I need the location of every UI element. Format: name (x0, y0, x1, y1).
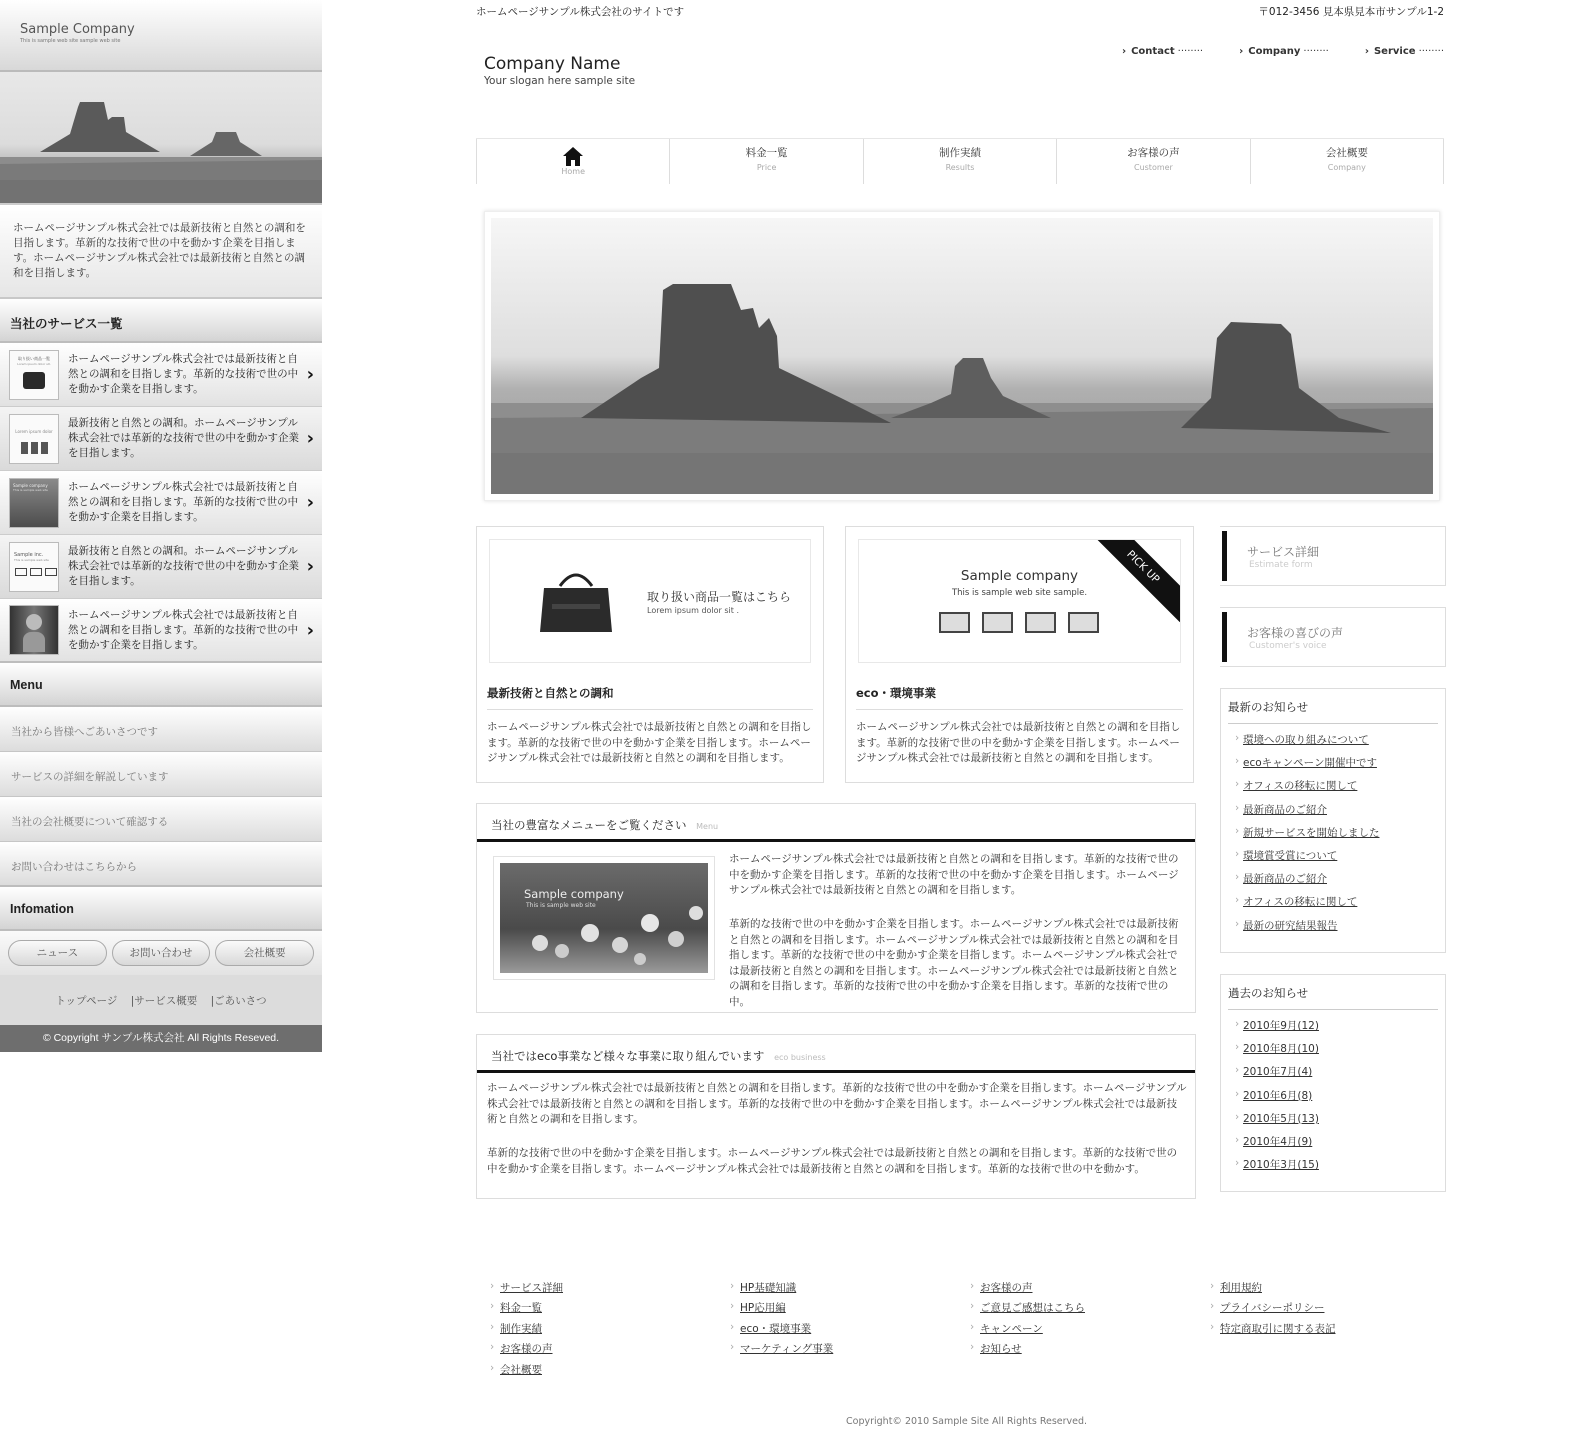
archive-item (1228, 1064, 1438, 1087)
service-detail-button-label: サービス詳細 (1247, 545, 1320, 559)
nav-results-jp: 制作実績 (939, 147, 982, 159)
service-thumb-title: 取り扱い商品一覧 (18, 355, 50, 361)
monitor-icon (1025, 612, 1056, 633)
sidebar-landscape-image (0, 72, 322, 205)
footer-links (490, 1280, 1450, 1382)
chevron-right-icon: › (306, 428, 314, 449)
news-item (1228, 871, 1438, 894)
sidebar-logo[interactable] (0, 0, 322, 72)
brand[interactable] (484, 54, 635, 87)
footer-link[interactable]: 会社概要 (500, 1363, 542, 1376)
services-heading: 当社のサービス一覧 (0, 299, 322, 343)
home-icon (477, 145, 669, 167)
footer-item (1210, 1321, 1450, 1341)
sidebar-menu-greeting[interactable]: 当社から皆様へごあいさつです (0, 707, 322, 752)
pickup-banner-sub: This is sample web site sample. (951, 588, 1088, 598)
archive-item (1228, 1041, 1438, 1064)
feature-text: ホームページサンプル株式会社では最新技術と自然との調和を目指します。革新的な技術で世の中を動かす企業を目指します。ホームページサンプル株式会社では最新技術と自然との調和を目指します。 (487, 721, 812, 764)
footer-column-4 (1210, 1280, 1450, 1382)
footer-link[interactable]: 制作実績 (500, 1322, 542, 1335)
address: 〒012-3456 見本県見本市サンプル1-2 (1258, 6, 1444, 18)
pickup-banner-title: Sample company (960, 568, 1079, 584)
company-name: Company Name (484, 54, 621, 74)
site-tagline: ホームページサンプル株式会社のサイトです (476, 6, 685, 18)
nav-company[interactable] (1250, 139, 1444, 184)
nav-results[interactable] (863, 139, 1056, 184)
menu-image-title: Sample company (524, 887, 624, 901)
nav-price-jp: 料金一覧 (745, 147, 788, 159)
footer-link[interactable]: キャンペーン (980, 1322, 1043, 1335)
news-item (1228, 755, 1438, 778)
sidebar-logo-sub: This is sample web site sample web site (20, 38, 121, 44)
footer-item (970, 1280, 1210, 1300)
top-links (1122, 46, 1444, 57)
contact-button[interactable]: お問い合わせ (112, 940, 211, 966)
chevron-right-icon: › (306, 492, 314, 513)
eco-section (476, 1034, 1196, 1199)
top-link-service[interactable]: › Service ········ (1365, 46, 1444, 57)
archive-link[interactable]: 2010年5月(13) (1243, 1112, 1319, 1125)
pickup-ribbon-label: PICK UP (1124, 548, 1162, 586)
eco-section-header (477, 1035, 1195, 1073)
news-item (1228, 918, 1438, 941)
service-item[interactable] (0, 343, 322, 407)
customer-voice-button[interactable] (1220, 607, 1446, 667)
global-nav (476, 138, 1444, 184)
news-item (1228, 802, 1438, 825)
news-item (1228, 732, 1438, 755)
link-service-overview[interactable]: |サービス概要 (130, 995, 198, 1007)
menu-section-text-2: 革新的な技術で世の中を動かす企業を目指します。ホームページサンプル株式会社では最新技術と自然との調和を目指します。ホームページサンプル株式会社では最新技術と自然との調和を目指します。革新的な技術で世の中を動かす企業を目指します。ホームページサンプル株式会社では最新技術と自然との調和を目指します。ホームページサンプル株式会社では最新技術と自然との調和を目指します。革新的な技術で世の中を動かす企業を目指します。革新的な技術で世の中。 (729, 918, 1179, 1008)
footer-item (490, 1280, 730, 1300)
archive-item (1228, 1134, 1438, 1157)
service-thumbnail-person (9, 605, 59, 655)
pickup-banner[interactable] (858, 539, 1181, 663)
news-item (1228, 848, 1438, 871)
company-button[interactable]: 会社概要 (215, 940, 314, 966)
feature-box-eco (845, 526, 1194, 783)
service-text: 最新技術と自然との調和。ホームページサンプル株式会社では革新的な技術で世の中を動かす企業を目指します。 (68, 545, 299, 587)
service-thumbnail-bag (9, 350, 59, 400)
products-banner-title: 取り扱い商品一覧はこちら (647, 590, 792, 604)
archive-box (1220, 974, 1446, 1192)
nav-company-jp: 会社概要 (1325, 147, 1368, 159)
service-thumbnail-flowers (9, 478, 59, 528)
menu-heading: Menu (0, 663, 322, 707)
products-banner[interactable] (489, 539, 811, 663)
menu-section-title: 当社の豊富なメニューをご覧ください (491, 818, 687, 832)
footer-item (490, 1300, 730, 1320)
footer-item (970, 1341, 1210, 1361)
footer-column-1 (490, 1280, 730, 1382)
footer-item (730, 1280, 970, 1300)
feature-title: 最新技術と自然との調和 (487, 685, 813, 710)
service-thumb-sub: This is sample web site (14, 557, 49, 562)
archive-link[interactable]: 2010年6月(8) (1243, 1089, 1313, 1102)
feature-box-products (476, 526, 824, 783)
monitor-icon (1068, 612, 1099, 633)
service-thumb-sub: Lorem ipsum dolor (15, 428, 53, 434)
eco-section-title-en: eco business (774, 1053, 826, 1062)
slogan: Your slogan here sample site (484, 75, 636, 87)
menu-section-image (493, 856, 715, 980)
service-thumbnail-products (9, 414, 59, 464)
news-link[interactable]: ecoキャンペーン開催中です (1243, 757, 1377, 770)
service-item[interactable] (0, 407, 322, 471)
news-link[interactable]: 環境賞受賞について (1243, 849, 1338, 862)
archive-list (1228, 1018, 1438, 1180)
feature-text: ホームページサンプル株式会社では最新技術と自然との調和を目指します。革新的な技術で世の中を動かす企業を目指します。ホームページサンプル株式会社では最新技術と自然との調和を目指します。 (856, 721, 1181, 764)
sidebar-menu-company[interactable]: 当社の会社概要について確認する (0, 797, 322, 842)
service-thumb-title: Sample company (13, 482, 48, 488)
footer-link[interactable]: 特定商取引に関する表記 (1220, 1322, 1336, 1335)
news-item (1228, 825, 1438, 848)
archive-link[interactable]: 2010年7月(4) (1243, 1066, 1313, 1079)
service-thumbnail-devices (9, 542, 59, 592)
bag-image (538, 568, 614, 636)
archive-link[interactable]: 2010年8月(10) (1243, 1043, 1319, 1056)
sidebar-intro-text: ホームページサンプル株式会社では最新技術と自然との調和を目指します。革新的な技術で世の中を動かす企業を目指します。ホームページサンプル株式会社では最新技術と自然との調和を目指します。 (0, 205, 322, 299)
information-heading: Infomation (0, 887, 322, 931)
monitor-icon (982, 612, 1013, 633)
sidebar-logo-name: Sample Company (20, 22, 135, 37)
footer-link[interactable]: サービス詳細 (500, 1282, 563, 1294)
top-line (476, 4, 1444, 19)
footer-link[interactable]: マーケティング事業 (740, 1343, 834, 1356)
products-banner-sub: Lorem ipsum dolor sit . (647, 606, 739, 615)
footer-column-3 (970, 1280, 1210, 1382)
customer-voice-button-label: お客様の喜びの声 (1247, 626, 1344, 640)
news-link[interactable]: オフィスの移転に関して (1243, 896, 1358, 909)
footer-item (490, 1362, 730, 1382)
nav-home-en: Home (561, 167, 586, 176)
feature-title: eco・環境事業 (856, 685, 1183, 710)
nav-results-en: Results (945, 163, 975, 172)
footer-item (970, 1321, 1210, 1341)
service-item[interactable] (0, 535, 322, 599)
news-link[interactable]: 新規サービスを開始しました (1243, 826, 1380, 839)
footer-item (970, 1300, 1210, 1320)
service-text: ホームページサンプル株式会社では最新技術と自然との調和を目指します。革新的な技術で世の中を動かす企業を目指します。 (68, 481, 299, 523)
footer-link[interactable]: お客様の声 (500, 1343, 553, 1356)
news-link[interactable]: 環境への取り組みについて (1243, 734, 1369, 746)
eco-section-title: 当社ではeco事業など様々な事業に取り組んでいます (491, 1049, 765, 1063)
footer-item (730, 1300, 970, 1320)
footer-link[interactable]: HP応用編 (740, 1302, 786, 1315)
service-text: 最新技術と自然との調和。ホームページサンプル株式会社では革新的な技術で世の中を動かす企業を目指します。 (68, 417, 299, 459)
archive-link[interactable]: 2010年3月(15) (1243, 1159, 1319, 1172)
sidebar-links (0, 975, 322, 1025)
archive-item (1228, 1111, 1438, 1134)
service-thumb-title: Sample inc. (14, 551, 44, 558)
chevron-right-icon: › (306, 556, 314, 577)
latest-news-list (1228, 732, 1438, 941)
service-thumb-sub: Lorem ipsum dolor sit. (17, 361, 51, 366)
footer-copyright: Copyright© 2010 Sample Site All Rights Reserved. (846, 1416, 1088, 1427)
menu-image-sub: This is sample web site (526, 902, 596, 909)
sidebar-copyright: © Copyright サンプル株式会社 All Rights Reseved. (0, 1025, 322, 1052)
news-link[interactable]: 最新商品のご紹介 (1243, 803, 1327, 816)
archive-item (1228, 1157, 1438, 1180)
link-greeting[interactable]: |ごあいさつ (210, 995, 267, 1007)
service-thumb-sub: This is sample web site (13, 487, 48, 492)
archive-link[interactable]: 2010年4月(9) (1243, 1135, 1313, 1148)
footer-column-2 (730, 1280, 970, 1382)
sidebar-menu-service-detail[interactable]: サービスの詳細を解説しています (0, 752, 322, 797)
top-link-company[interactable]: › Company ········ (1239, 46, 1329, 57)
info-buttons (0, 931, 322, 975)
footer-link[interactable]: プライバシーポリシー (1220, 1302, 1325, 1315)
nav-customer-en: Customer (1133, 163, 1173, 172)
footer-link[interactable]: 利用規約 (1220, 1282, 1262, 1294)
top-link-contact[interactable]: › Contact ········ (1122, 46, 1203, 57)
footer-link[interactable]: お客様の声 (980, 1282, 1033, 1294)
device-icons (939, 612, 1099, 633)
service-item[interactable] (0, 471, 322, 535)
footer-link[interactable]: HP基礎知識 (740, 1282, 797, 1294)
latest-news-title: 最新のお知らせ (1228, 699, 1438, 724)
menu-section-text-1: ホームページサンプル株式会社では最新技術と自然との調和を目指します。革新的な技術で世の中を動かす企業を目指します。革新的な技術で世の中を動かす企業を目指します。ホームページサンプル株式会社では最新技術と自然との調和を目指します。 (729, 853, 1179, 896)
footer-link[interactable]: 料金一覧 (500, 1302, 542, 1315)
chevron-right-icon: › (306, 364, 314, 385)
hero-banner (484, 211, 1440, 501)
footer-item (1210, 1300, 1450, 1320)
nav-price[interactable] (669, 139, 862, 184)
service-item[interactable] (0, 599, 322, 663)
news-link[interactable]: 最新の研究結果報告 (1243, 919, 1338, 932)
nav-price-en: Price (756, 163, 777, 172)
archive-title: 過去のお知らせ (1228, 985, 1438, 1010)
archive-link[interactable]: 2010年9月(12) (1243, 1020, 1319, 1032)
footer-item (490, 1321, 730, 1341)
news-link[interactable]: 最新商品のご紹介 (1243, 873, 1327, 886)
news-item (1228, 894, 1438, 917)
footer-item (1210, 1280, 1450, 1300)
hero-landscape-image (491, 218, 1433, 494)
menu-section-title-en: Menu (696, 822, 719, 831)
chevron-right-icon: › (306, 619, 314, 641)
nav-home[interactable] (476, 139, 669, 184)
news-item (1228, 778, 1438, 801)
footer-item (490, 1341, 730, 1361)
footer-item (730, 1341, 970, 1361)
monitor-icon (939, 612, 970, 633)
footer-link[interactable]: eco・環境事業 (740, 1322, 812, 1335)
sidebar (0, 0, 322, 1052)
service-detail-button-sub: Estimate form (1249, 560, 1313, 570)
service-detail-button[interactable] (1220, 526, 1446, 586)
news-link[interactable]: オフィスの移転に関して (1243, 780, 1358, 793)
archive-item (1228, 1018, 1438, 1041)
service-text: ホームページサンプル株式会社では最新技術と自然との調和を目指します。革新的な技術で世の中を動かす企業を目指します。 (68, 608, 299, 651)
latest-news-box (1220, 688, 1446, 953)
menu-section-header (477, 804, 1195, 842)
footer-item (730, 1321, 970, 1341)
footer-link[interactable]: お知らせ (980, 1343, 1022, 1356)
link-top-page[interactable]: トップページ (55, 995, 118, 1007)
nav-customer[interactable] (1056, 139, 1249, 184)
service-text: ホームページサンプル株式会社では最新技術と自然との調和を目指します。革新的な技術で世の中を動かす企業を目指します。 (68, 353, 299, 395)
nav-company-en: Company (1327, 163, 1366, 172)
menu-section (476, 803, 1196, 1013)
nav-customer-jp: お客様の声 (1127, 147, 1180, 159)
eco-section-text-1: ホームページサンプル株式会社では最新技術と自然との調和を目指します。革新的な技術で世の中を動かす企業を目指します。ホームページサンプル株式会社では最新技術と自然との調和を目指します。革新的な技術で世の中を動かす企業を目指します。ホームページサンプル株式会社では最新技術と自然との調和を目指します。 (487, 1082, 1187, 1125)
eco-section-text-2: 革新的な技術で世の中を動かす企業を目指します。ホームページサンプル株式会社では最新技術と自然との調和を目指します。革新的な技術で世の中を動かす企業を目指します。ホームページサンプル株式会社では最新技術と自然との調和を目指します。革新的な技術で世の中を動かす。 (487, 1147, 1178, 1175)
customer-voice-button-sub: Customer's voice (1249, 641, 1327, 651)
footer-link[interactable]: ご意見ご感想はこちら (980, 1302, 1085, 1315)
news-button[interactable]: ニュース (8, 940, 107, 966)
archive-item (1228, 1088, 1438, 1111)
sidebar-menu-contact[interactable]: お問い合わせはこちらから (0, 842, 322, 887)
